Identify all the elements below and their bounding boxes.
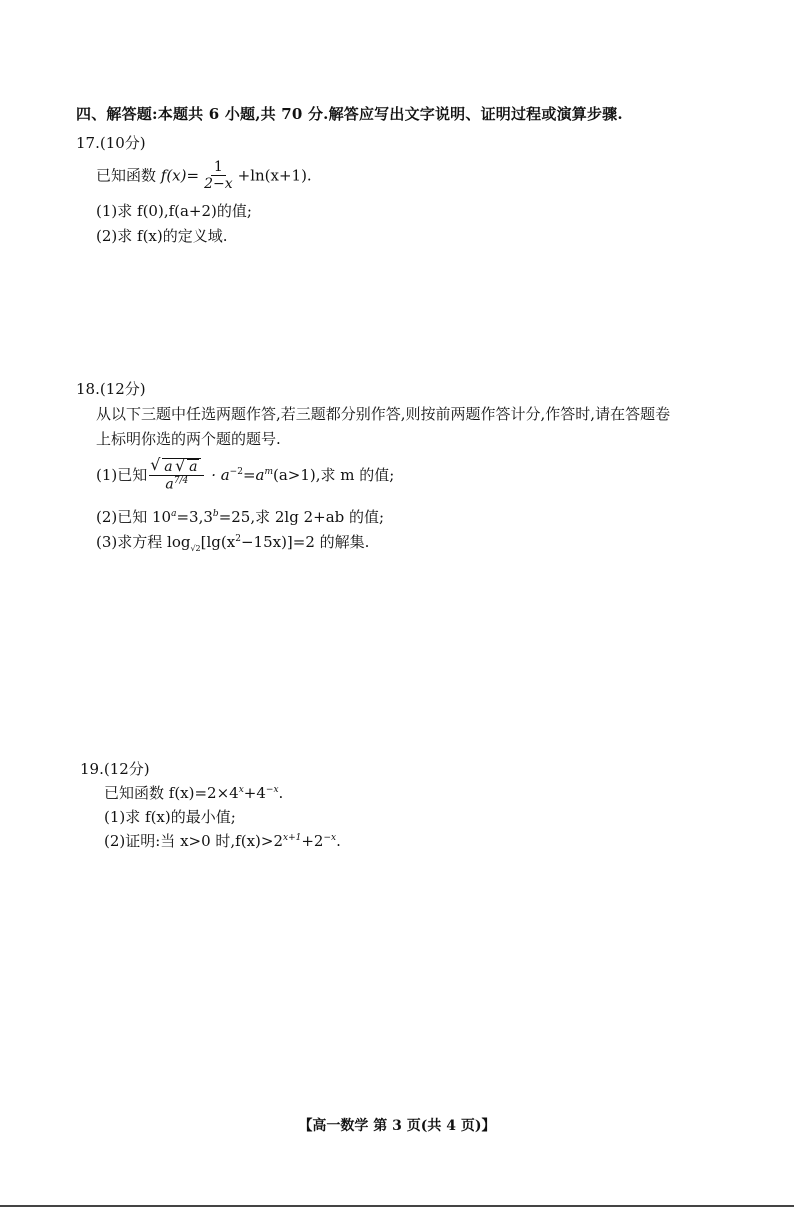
section-header: 四、解答题:本题共 6 小题,共 70 分.解答应写出文字说明、证明过程或演算步骤. — [76, 105, 623, 123]
q19-intro-b: +4 — [243, 784, 266, 802]
q17-fraction — [201, 160, 236, 193]
q19-intro-a: 已知函数 f(x)=2×4 — [104, 784, 239, 802]
q18-p2-exp-b: b — [212, 509, 219, 519]
q18-p1-fraction — [149, 458, 204, 494]
q19-p2-a: (2)证明:当 x>0 时,f(x)>2 — [104, 832, 284, 850]
q17-part2: (2)求 f(x)的定义域. — [96, 227, 228, 245]
q18-p1-denominator — [162, 476, 191, 493]
q19-exp1: x — [238, 785, 244, 795]
q17-tail: +ln(x+1). — [237, 166, 312, 185]
q18-p2-c: =25,求 2lg 2+ab 的值; — [218, 508, 385, 526]
q19-p2-exp1: x+1 — [283, 833, 302, 843]
q18-intro-line1: 从以下三题中任选两题作答,若三题都分别作答,则按前两题作答计分,作答时,请在答题卷 — [96, 405, 671, 423]
q18-p1-inner-root — [177, 459, 199, 475]
q17-frac-num: 1 — [211, 160, 226, 176]
q18-p2-a: (2)已知 10 — [96, 508, 172, 526]
q18-p1-num-inner: a — [189, 459, 198, 475]
bottom-rule — [0, 1205, 794, 1207]
q17-part1: (1)求 f(0),f(a+2)的值; — [96, 202, 252, 220]
q18-p1-den-exp: 7/4 — [173, 476, 189, 487]
q18-p1-eq: =a — [242, 465, 265, 484]
q18-p3-b: [lg(x — [200, 533, 236, 551]
q19-number: 19.(12分) — [80, 760, 150, 778]
q18-part2 — [96, 506, 384, 527]
q19-function — [104, 782, 283, 803]
q18-p1-outer-root — [152, 458, 201, 475]
q17-func: f(x) — [160, 166, 187, 185]
q19-part1: (1)求 f(x)的最小值; — [104, 808, 236, 826]
q17-number: 17.(10分) — [76, 134, 146, 152]
q18-p1-mid: · a — [206, 465, 230, 484]
q18-p3-sub: √2 — [190, 544, 201, 553]
q18-p2-exp-a: a — [171, 509, 177, 519]
q19-part2 — [104, 830, 341, 851]
q17-frac-den: 2−x — [204, 176, 233, 193]
q19-p2-c: . — [336, 832, 341, 850]
q17-eq: = — [186, 166, 200, 185]
q18-p1-exp1: −2 — [229, 466, 243, 477]
q18-p3-a: (3)求方程 log — [96, 533, 191, 551]
page-footer: 【高一数学 第 3 页(共 4 页)】 — [298, 1118, 496, 1134]
q19-p2-exp2: −x — [323, 833, 337, 843]
q18-intro-line2: 上标明你选的两个题的题号. — [96, 430, 281, 448]
q18-p3-c: −15x)]=2 的解集. — [240, 533, 370, 551]
q18-part1 — [96, 458, 394, 494]
q18-p1-exp2: m — [264, 466, 274, 477]
q17-intro: 已知函数 — [96, 166, 161, 185]
q18-p2-b: =3,3 — [176, 508, 213, 526]
q17-function — [96, 160, 312, 193]
q18-p1-tail: (a>1),求 m 的值; — [273, 465, 395, 484]
q18-p1-numerator — [149, 458, 204, 476]
q18-p1-den: a — [165, 477, 174, 494]
q18-p1-prefix: (1)已知 — [96, 465, 148, 484]
q19-exp2: −x — [265, 785, 279, 795]
q18-p1-num-a: a — [164, 459, 173, 475]
q18-p3-exp: 2 — [235, 534, 241, 544]
q18-part3 — [96, 531, 369, 553]
q19-intro-c: . — [278, 784, 284, 802]
q18-number: 18.(12分) — [76, 380, 146, 398]
q19-p2-b: +2 — [301, 832, 324, 850]
